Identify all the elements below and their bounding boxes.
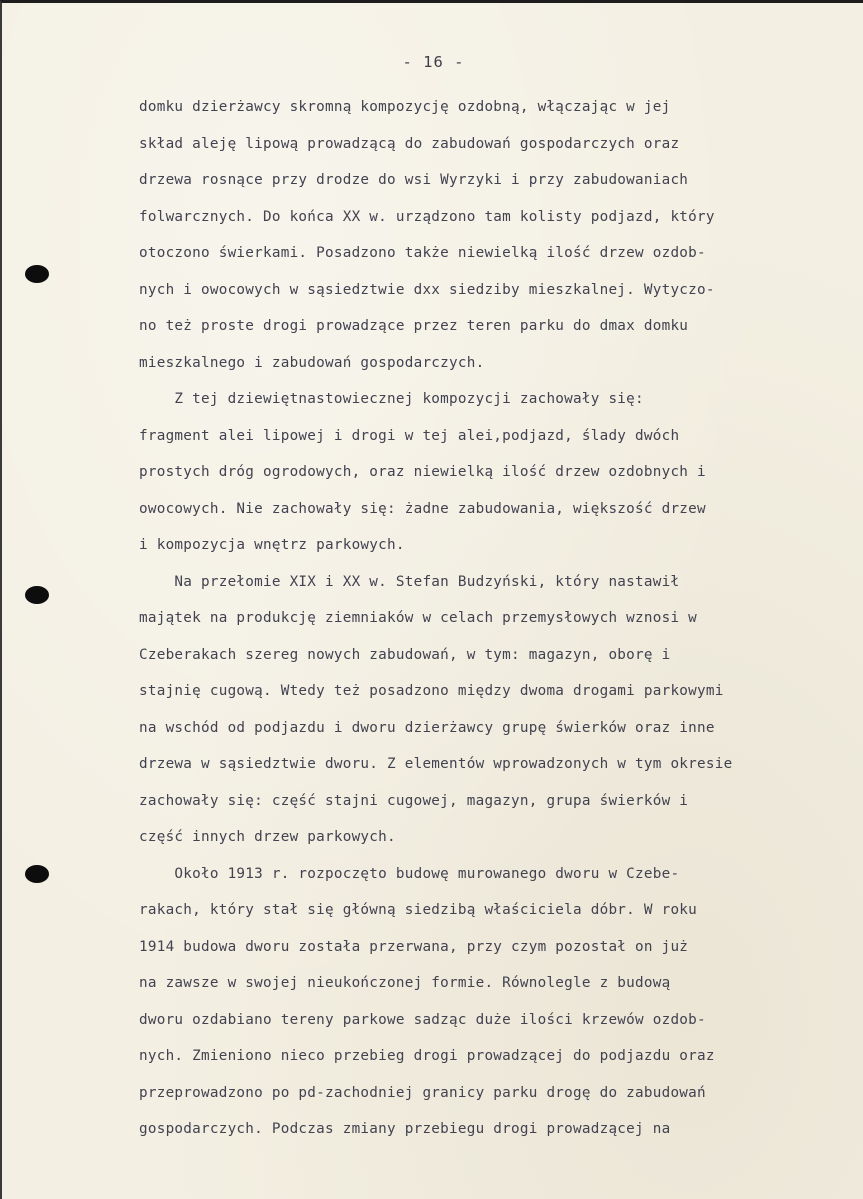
text-line: nych. Zmieniono nieco przebieg drogi prowadzącej do podjazdu oraz [139, 1048, 715, 1064]
text-line: drzewa rosnące przy drodze do wsi Wyrzyki i przy zabudowaniach [139, 172, 689, 188]
text-line: rakach, który stał się główną siedzibą właściciela dóbr. W roku [139, 902, 698, 918]
text-line: drzewa w sąsiedztwie dworu. Z elementów wprowadzonych w tym okresie [139, 756, 733, 772]
text-line: mieszkalnego i zabudowań gospodarczych. [139, 354, 485, 371]
punch-hole-top [25, 265, 49, 283]
text-line: prostych dróg ogrodowych, oraz niewielką ilość drzew ozdobnych i [139, 464, 706, 480]
text-line: dworu ozdabiano tereny parkowe sadząc duże ilości krzewów ozdob- [139, 1011, 706, 1028]
text-line: Z tej dziewiętnastowiecznej kompozycji zachowały się: [139, 391, 644, 407]
text-line: 1914 budowa dworu została przerwana, przy czym pozostał on już [139, 938, 689, 955]
text-line: część innych drzew parkowych. [139, 829, 396, 845]
text-line: nych i owocowych w sąsiedztwie dxx siedziby mieszkalnej. Wytyczo- [139, 281, 715, 298]
text-line: Czeberakach szereg nowych zabudowań, w tym: magazyn, oborę i [139, 646, 671, 663]
text-line: gospodarczych. Podczas zmiany przebiegu drogi prowadzącej na [139, 1121, 671, 1137]
text-line: majątek na produkcję ziemniaków w celach przemysłowych wznosi w [139, 610, 698, 626]
punch-hole-bottom [25, 865, 49, 883]
body-text [139, 89, 839, 1148]
text-line: skład aleję lipową prowadzącą do zabudowań gospodarczych oraz [139, 135, 680, 152]
text-line: otoczono świerkami. Posadzono także niewielką ilość drzew ozdob- [139, 245, 706, 261]
text-line: owocowych. Nie zachowały się: żadne zabudowania, większość drzew [139, 500, 706, 517]
punch-hole-middle [25, 586, 49, 604]
text-line: domku dzierżawcy skromną kompozycję ozdobną, włączając w jej [139, 99, 671, 115]
text-line: Na przełomie XIX i XX w. Stefan Budzyński, który nastawił [139, 573, 680, 590]
text-line: fragment alei lipowej i drogi w tej alei,podjazd, ślady dwóch [139, 427, 680, 444]
text-line: Około 1913 r. rozpoczęto budowę murowanego dworu w Czebe- [139, 865, 680, 882]
text-line: i kompozycja wnętrz parkowych. [139, 537, 405, 553]
text-line: folwarcznych. Do końca XX w. urządzono tam kolisty podjazd, który [139, 208, 715, 225]
text-line: zachowały się: część stajni cugowej, magazyn, grupa świerków i [139, 792, 689, 809]
page-number: - 16 - [402, 53, 465, 71]
text-line: na wschód od podjazdu i dworu dzierżawcy grupę świerków oraz inne [139, 719, 715, 736]
text-line: przeprowadzono po pd-zachodniej granicy parku drogę do zabudowań [139, 1084, 706, 1101]
text-line: stajnię cugową. Wtedy też posadzono między dwoma drogami parkowymi [139, 683, 724, 699]
text-line: no też proste drogi prowadzące przez teren parku do dmax domku [139, 318, 689, 334]
text-line: na zawsze w swojej nieukończonej formie. Równolegle z budową [139, 975, 671, 991]
